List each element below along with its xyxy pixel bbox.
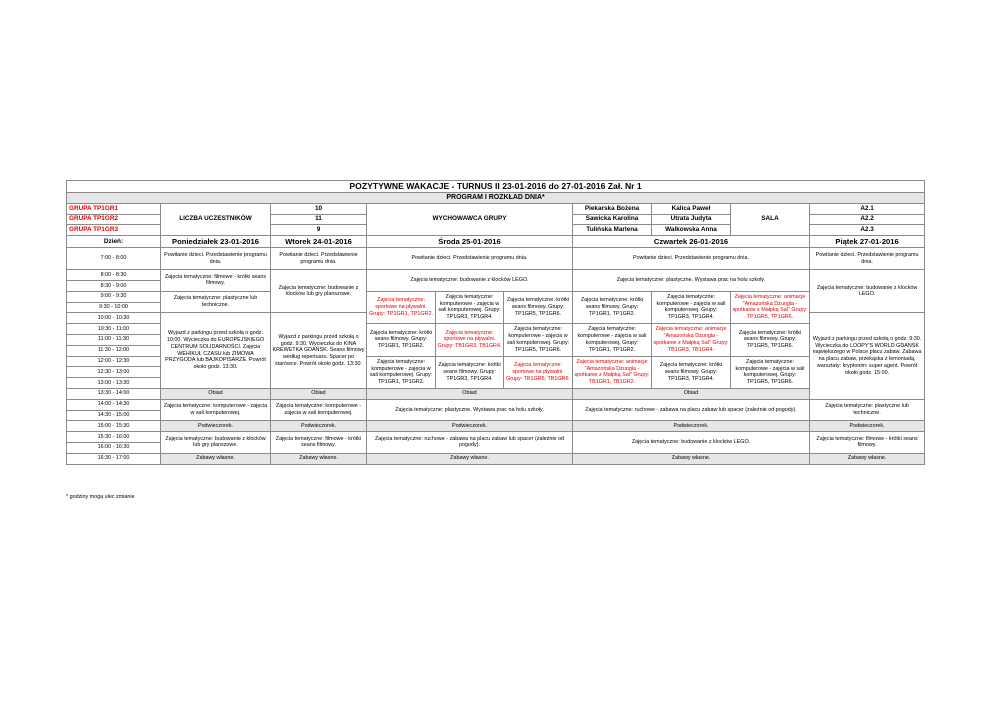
group-label: GRUPA TP1GR2 xyxy=(67,214,161,225)
activity-cell: Zajęcia tematyczne: krótki seans filmowy. Grupy: TP1GR3, TP1GR4. xyxy=(652,356,731,388)
day-header-tuesday: Wtorek 24-01-2016 xyxy=(271,236,367,248)
welcome-cell: Powitanie dzieci. Przedstawienie programu dnia. xyxy=(810,248,925,270)
welcome-cell: Powitanie dzieci. Przedstawienie programu dnia. xyxy=(367,248,573,270)
activity-cell: Zajęcia tematyczne: komputerowe - zajęcia w sali komputerowej. xyxy=(161,399,271,421)
hour-cell: 14:00 - 14:30 xyxy=(67,399,161,410)
group-label: GRUPA TP1GR1 xyxy=(67,203,161,214)
free-play-cell: Zabawy własne. xyxy=(810,453,925,464)
activity-cell: Zajęcia tematyczne: sportowe na pływalni. Grupy: TB1GR5, TB1GR6. xyxy=(504,356,573,388)
snack-cell: Podwieczorek. xyxy=(810,421,925,432)
hour-cell: 12:00 - 12:30 xyxy=(67,356,161,367)
activity-cell: Zajęcia tematyczne: budowanie z klocków LEGO. xyxy=(810,270,925,313)
activity-cell: Zajęcia tematyczne: ruchowe - zabawa na placu zabaw lub spacer (zależnie od pogody). xyxy=(573,399,810,421)
dinner-cell: Obiad xyxy=(271,388,367,399)
dinner-cell: Obiad xyxy=(367,388,573,399)
hour-cell: 7:00 - 8:00 xyxy=(67,248,161,270)
snack-cell: Podwieczorek. xyxy=(573,421,810,432)
day-header-thursday: Czwartek 26-01-2016 xyxy=(573,236,810,248)
hour-cell: 13:30 - 14:00 xyxy=(67,388,161,399)
free-play-cell: Zabawy własne. xyxy=(573,453,810,464)
participants-count: 9 xyxy=(271,225,367,236)
hour-cell: 8:00 - 8:30 xyxy=(67,270,161,281)
day-label: Dzień: xyxy=(67,236,161,248)
hour-cell: 12:30 - 13:00 xyxy=(67,367,161,378)
hour-cell: 9:00 - 9:30 xyxy=(67,291,161,302)
activity-cell: Wyjazd z parkingu przed szkołą o godz. 10:00. Wycieczka do EUROPEJSKIEGO CENTRUM SOLIDARNOŚCI. Zajęcia WEHIKUŁ CZASU lub ZIMOWA PRZYGODA lub BAJKOPISARZE. Powrót około godz. 13:30. xyxy=(161,313,271,389)
hour-cell: 11:30 - 12:00 xyxy=(67,345,161,356)
hour-cell: 9:30 - 10:00 xyxy=(67,302,161,313)
participants-count: 11 xyxy=(271,214,367,225)
activity-cell: Zajęcia tematyczne: plastyczne lub techniczne. xyxy=(161,291,271,313)
dinner-cell: Obiad xyxy=(161,388,271,399)
room-number: A2.1 xyxy=(810,203,925,214)
caretaker-name: Piekarska Bożena xyxy=(573,203,652,214)
caretaker-name: Utrata Judyta xyxy=(652,214,731,225)
activity-cell: Zajęcia tematyczne: komputerowe - zajęcia w sali komputerowej. Grupy: TP1GR1, TP1GR2. xyxy=(573,324,652,356)
caretaker-name: Sawicka Karolina xyxy=(573,214,652,225)
room-number: A2.3 xyxy=(810,225,925,236)
free-play-cell: Zabawy własne. xyxy=(161,453,271,464)
caretaker-name: Kalica Paweł xyxy=(652,203,731,214)
snack-cell: Podwieczorek. xyxy=(161,421,271,432)
free-play-cell: Zabawy własne. xyxy=(367,453,573,464)
activity-cell: Zajęcia tematyczne: sportowe na pływalni. Grupy: TB1GR3, TB1GR4. xyxy=(436,324,504,356)
dinner-cell: Obiad xyxy=(573,388,810,399)
room-label: SALA xyxy=(731,203,810,235)
room-number: A2.2 xyxy=(810,214,925,225)
activity-cell: Zajęcia tematyczne: plastyczne. Wystawa prac na holu szkoły. xyxy=(573,270,810,292)
caretaker-name: Walkowska Anna xyxy=(652,225,731,236)
day-header-friday: Piątek 27-01-2016 xyxy=(810,236,925,248)
activity-cell: Wyjazd z parkingu przed szkołą o godz. 9:30. Wycieczka do KINA KREWETKA GDAŃSK. Seans filmowy według repertuaru. Spacer po starówce. Powrót około godz. 13:30. xyxy=(271,313,367,389)
activity-cell: Zajęcia tematyczne: animacje "Amazońska Dżungla - spotkanie z Małpką Sal" Grupy: TB1GR3, TB1GR4. xyxy=(652,324,731,356)
hour-cell: 16:30 - 17:00 xyxy=(67,453,161,464)
hour-cell: 14:30 - 15:00 xyxy=(67,410,161,421)
welcome-cell: Powitanie dzieci. Przedstawienie programu dnia. xyxy=(573,248,810,270)
activity-cell: Zajęcia tematyczne: komputerowe - zajęcia w sali komputerowej. xyxy=(271,399,367,421)
activity-cell: Zajęcia tematyczne: krótki seans filmowy. Grupy: TP1GR5, TP1GR6. xyxy=(504,291,573,323)
activity-cell: Zajęcia tematyczne: krótki seans filmowy. Grupy: TP1GR5, TP1GR6. xyxy=(731,324,810,356)
hour-cell: 11:00 - 11:30 xyxy=(67,334,161,345)
schedule-table xyxy=(66,180,925,465)
hour-cell: 15:30 - 16:00 xyxy=(67,432,161,443)
activity-cell: Zajęcia tematyczne: animacje "Amazońska Dżungla - spotkanie z Małpką Sal" Grupy: TP1GR5, TP1GR6. xyxy=(731,291,810,323)
free-play-cell: Zabawy własne. xyxy=(271,453,367,464)
activity-cell: Zajęcia tematyczne: komputerowe - zajęcia w sali komputerowej. Grupy: TP1GR1, TP1GR2. xyxy=(367,356,436,388)
activity-cell: Zajęcia tematyczne: budowanie z klocków lub gry planszowe. xyxy=(271,270,367,313)
group-label: GRUPA TP1GR3 xyxy=(67,225,161,236)
page-title: POZYTYWNE WAKACJE - TURNUS II 23-01-2016 do 27-01-2016 Zał. Nr 1 xyxy=(67,181,925,193)
activity-cell: Zajęcia tematyczne: animacje "Amazońska Dżungla - spotkanie z Małpką Sal" Grupy: TB1GR1, TB1GR2. xyxy=(573,356,652,388)
welcome-cell: Powitanie dzieci. Przedstawienie programu dnia. xyxy=(271,248,367,270)
activity-cell: Zajęcia tematyczne: plastyczne. Wystawa prac na holu szkoły. xyxy=(367,399,573,421)
activity-cell: Zajęcia tematyczne: budowanie z klocków LEGO. xyxy=(367,270,573,292)
day-header-wednesday: Środa 25-01-2016 xyxy=(367,236,573,248)
caretaker-label: WYCHOWAWCA GRUPY xyxy=(367,203,573,235)
activity-cell: Zajęcia tematyczne: filmowe - krótki seans filmowy. xyxy=(161,270,271,292)
activity-cell: Zajęcia tematyczne: komputerowe - zajęcia w sali komputerowej. Grupy: TP1GR5, TP1GR6. xyxy=(504,324,573,356)
participants-label: LICZBA UCZESTNIKÓW xyxy=(161,203,271,235)
hour-cell: 13:00 - 13:30 xyxy=(67,378,161,389)
snack-cell: Podwieczorek. xyxy=(271,421,367,432)
day-header-monday: Poniedziałek 23-01-2016 xyxy=(161,236,271,248)
welcome-cell: Powitanie dzieci. Przedstawienie programu dnia. xyxy=(161,248,271,270)
hour-cell: 8:30 - 9:00 xyxy=(67,280,161,291)
footnote: * godziny mogą ulec zmianie xyxy=(66,494,135,500)
activity-cell: Zajęcia tematyczne: budowanie z klocków LEGO. xyxy=(573,432,810,454)
activity-cell: Zajęcia tematyczne: komputerowe - zajęcia w sali komputerowej. Grupy: TP1GR3, TP1GR4. xyxy=(652,291,731,323)
hour-cell: 15:00 - 15:30 xyxy=(67,421,161,432)
snack-cell: Podwieczorek. xyxy=(367,421,573,432)
page-subtitle: PROGRAM I ROZKŁAD DNIA* xyxy=(67,193,925,204)
activity-cell: Zajęcia tematyczne: filmowe - krótki seans filmowy. xyxy=(271,432,367,454)
activity-cell: Zajęcia tematyczne: sportowe na pływalni. Grupy: TP1GR1, TP1GR2. xyxy=(367,291,436,323)
activity-cell: Zajęcia tematyczne: krótki seans filmowy. Grupy: TP1GR3, TP1GR4. xyxy=(436,356,504,388)
activity-cell: Wyjazd z parkingu przed szkołą o godz. 9:30. Wycieczka do LOOPY'S WORLD GDANSK największego w Polsce placu zabaw. Zabawa na placu zabaw, przekąska z lemoniadą, warsztaty: kryptonim: super agent. Powrót około godz. 15:00. xyxy=(810,313,925,399)
activity-cell: Zajęcia tematyczne: filmowe - krótki seans filmowy. xyxy=(810,432,925,454)
activity-cell: Zajęcia tematyczne: komputerowe - zajęcia w sali komputerowej. Grupy: TP1GR3, TP1GR4. xyxy=(436,291,504,323)
activity-cell: Zajęcia tematyczne: plastyczne lub techniczne. xyxy=(810,399,925,421)
activity-cell: Zajęcia tematyczne: komputerowe - zajęcia w sali komputerowej. Grupy: TP1GR5, TP1GR6. xyxy=(731,356,810,388)
participants-count: 10 xyxy=(271,203,367,214)
hour-cell: 10:30 - 11:00 xyxy=(67,324,161,335)
activity-cell: Zajęcia tematyczne: budowanie z klocków lub gry planszowe. xyxy=(161,432,271,454)
hour-cell: 16:00 - 16:30 xyxy=(67,442,161,453)
hour-cell: 10:00 - 10:30 xyxy=(67,313,161,324)
activity-cell: Zajęcia tematyczne: krótki seans filmowy. Grupy: TP1GR1, TP1GR2. xyxy=(367,324,436,356)
activity-cell: Zajęcia tematyczne: ruchowe - zabawa na placu zabaw lub spacer (zależnie od pogody). xyxy=(367,432,573,454)
caretaker-name: Tulińska Marlena xyxy=(573,225,652,236)
activity-cell: Zajęcia tematyczne: krótki seans filmowy. Grupy: TP1GR1, TP1GR2. xyxy=(573,291,652,323)
